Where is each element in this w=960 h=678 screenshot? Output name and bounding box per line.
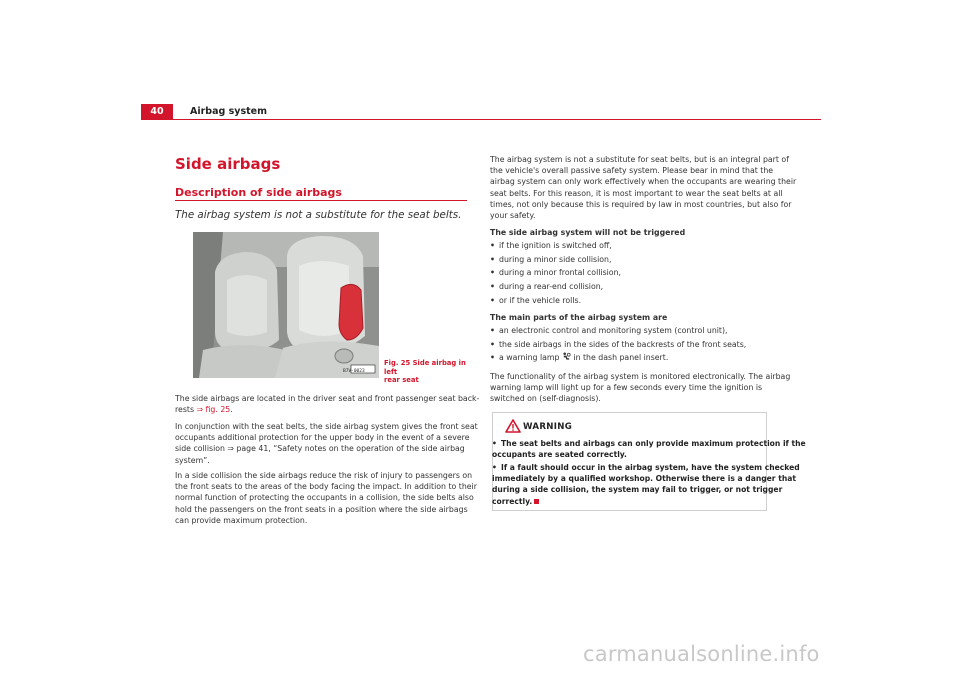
list-item	[490, 267, 621, 278]
text-line	[175, 404, 479, 415]
figure-reference-link[interactable]: ⇒ fig. 25	[196, 405, 231, 415]
text-span: The seat belts and airbags can only provide maximum protection if the	[501, 439, 806, 448]
warning-item-1	[492, 438, 806, 460]
list-item	[490, 325, 746, 336]
bullet-icon: •	[490, 268, 495, 278]
figure-caption-line: Fig. 25 Side airbag in left	[384, 359, 466, 376]
list-item-text: in the dash panel insert.	[570, 353, 669, 363]
seat-airbag-figure	[193, 232, 379, 378]
not-triggered-list	[490, 240, 621, 306]
paragraph-self-diagnosis	[490, 371, 790, 405]
figure-code: B7V-0023	[343, 369, 365, 374]
header-rule	[173, 119, 821, 120]
paragraph-protection	[175, 421, 478, 466]
list-item-text: the side airbags in the sides of the backrests of the front seats,	[499, 339, 747, 349]
main-parts-heading: The main parts of the airbag system are	[490, 313, 668, 322]
text-span: .	[230, 405, 233, 415]
watermark: carmanualsonline.info	[583, 642, 820, 666]
page-number: 40	[150, 106, 164, 117]
text-span: rests	[175, 405, 197, 415]
text-line: occupants additional protection for the upper body in the event of a severe	[175, 433, 470, 443]
main-parts-list	[490, 325, 746, 364]
bullet-icon: •	[490, 326, 495, 335]
list-item	[490, 339, 746, 350]
end-of-section-marker	[534, 499, 539, 504]
text-line: airbag system can only work effectively when the occupants are wearing their	[490, 177, 797, 187]
figure-caption	[384, 359, 474, 385]
text-line: during a side collision, the system may fail to trigger, or not trigger	[492, 485, 783, 495]
page-reference-link[interactable]: side collision ⇒ page 41, “Safety notes on the operation of the side airbag	[175, 444, 465, 454]
subsection-rule	[175, 200, 467, 201]
text-line: The functionality of the airbag system is monitored electronically. The airbag	[490, 372, 791, 381]
list-item-text: a warning lamp	[499, 353, 562, 363]
warning-item-2	[492, 462, 800, 507]
paragraph-not-substitute	[490, 154, 796, 221]
text-line: the vehicle's overall passive safety system. Please bear in mind that the	[490, 166, 774, 176]
text-line: immediately by a qualified workshop. Otherwise there is a danger that	[492, 474, 796, 484]
list-item	[490, 281, 621, 292]
paragraph-location	[175, 393, 479, 415]
text-line: switched on (self-diagnosis).	[490, 394, 601, 404]
text-line: hold the passengers on the front seats in a position where the side airbags	[175, 504, 468, 514]
text-line: the front seats to the areas of the body facing the impact. In addition to their	[175, 482, 477, 492]
paragraph-side-collision	[175, 470, 477, 526]
list-item-text: an electronic control and monitoring system (control unit),	[499, 326, 728, 335]
bullet-icon: •	[490, 339, 495, 349]
airbag-warning-lamp-icon	[562, 352, 571, 361]
text-line	[492, 438, 806, 449]
bullet-icon: •	[490, 282, 495, 292]
list-item-text: during a minor frontal collision,	[499, 268, 621, 278]
warning-title: WARNING	[523, 422, 573, 432]
text-span: correctly.	[492, 496, 533, 506]
subsection-title: Description of side airbags	[175, 186, 342, 199]
bullet-icon: •	[490, 295, 495, 305]
list-item-text: during a minor side collision,	[499, 254, 612, 264]
text-line	[492, 462, 800, 473]
text-span: If a fault should occur in the airbag system, have the system checked	[501, 463, 800, 472]
list-item	[490, 295, 621, 306]
text-line	[492, 496, 800, 507]
bullet-icon: •	[490, 254, 495, 264]
list-item	[490, 352, 746, 363]
bullet-icon: •	[490, 353, 495, 363]
text-line: occupants are seated correctly.	[492, 450, 627, 460]
list-item-text: if the ignition is switched off,	[499, 241, 612, 250]
header-title: Airbag system	[190, 106, 267, 117]
text-line: your safety.	[490, 211, 536, 221]
not-triggered-heading: The side airbag system will not be triggered	[490, 228, 686, 237]
text-line: normal function of protecting the occupants in a collision, the side belts also	[175, 493, 474, 503]
bullet-icon: •	[492, 463, 497, 472]
text-line: The side airbags are located in the driver seat and front passenger seat back-	[175, 394, 480, 403]
text-line: seat belts. For this reason, it is most important to wear the seat belts at all	[490, 188, 783, 198]
section-title: Side airbags	[175, 155, 281, 173]
text-line: system”.	[175, 455, 210, 465]
text-line: In conjunction with the seat belts, the side airbag system gives the front seat	[175, 422, 478, 431]
bullet-icon: •	[492, 439, 497, 448]
text-line: can provide maximum protection.	[175, 515, 308, 525]
text-line: In a side collision the side airbags reduce the risk of injury to passengers on	[175, 471, 473, 480]
text-line: warning lamp will light up for a few seconds every time the ignition is	[490, 383, 763, 393]
bullet-icon: •	[490, 241, 495, 250]
text-line: times, not only because this is required by law in most countries, but also for	[490, 199, 792, 209]
list-item	[490, 254, 621, 265]
intro-text: The airbag system is not a substitute for the seat belts.	[175, 209, 462, 221]
text-line: The airbag system is not a substitute for seat belts, but is an integral part of	[490, 155, 789, 164]
figure-caption-line: rear seat	[384, 376, 419, 384]
list-item-text: during a rear-end collision,	[499, 282, 604, 292]
list-item-text: or if the vehicle rolls.	[499, 295, 582, 305]
warning-triangle-icon	[505, 418, 521, 437]
list-item	[490, 240, 621, 251]
